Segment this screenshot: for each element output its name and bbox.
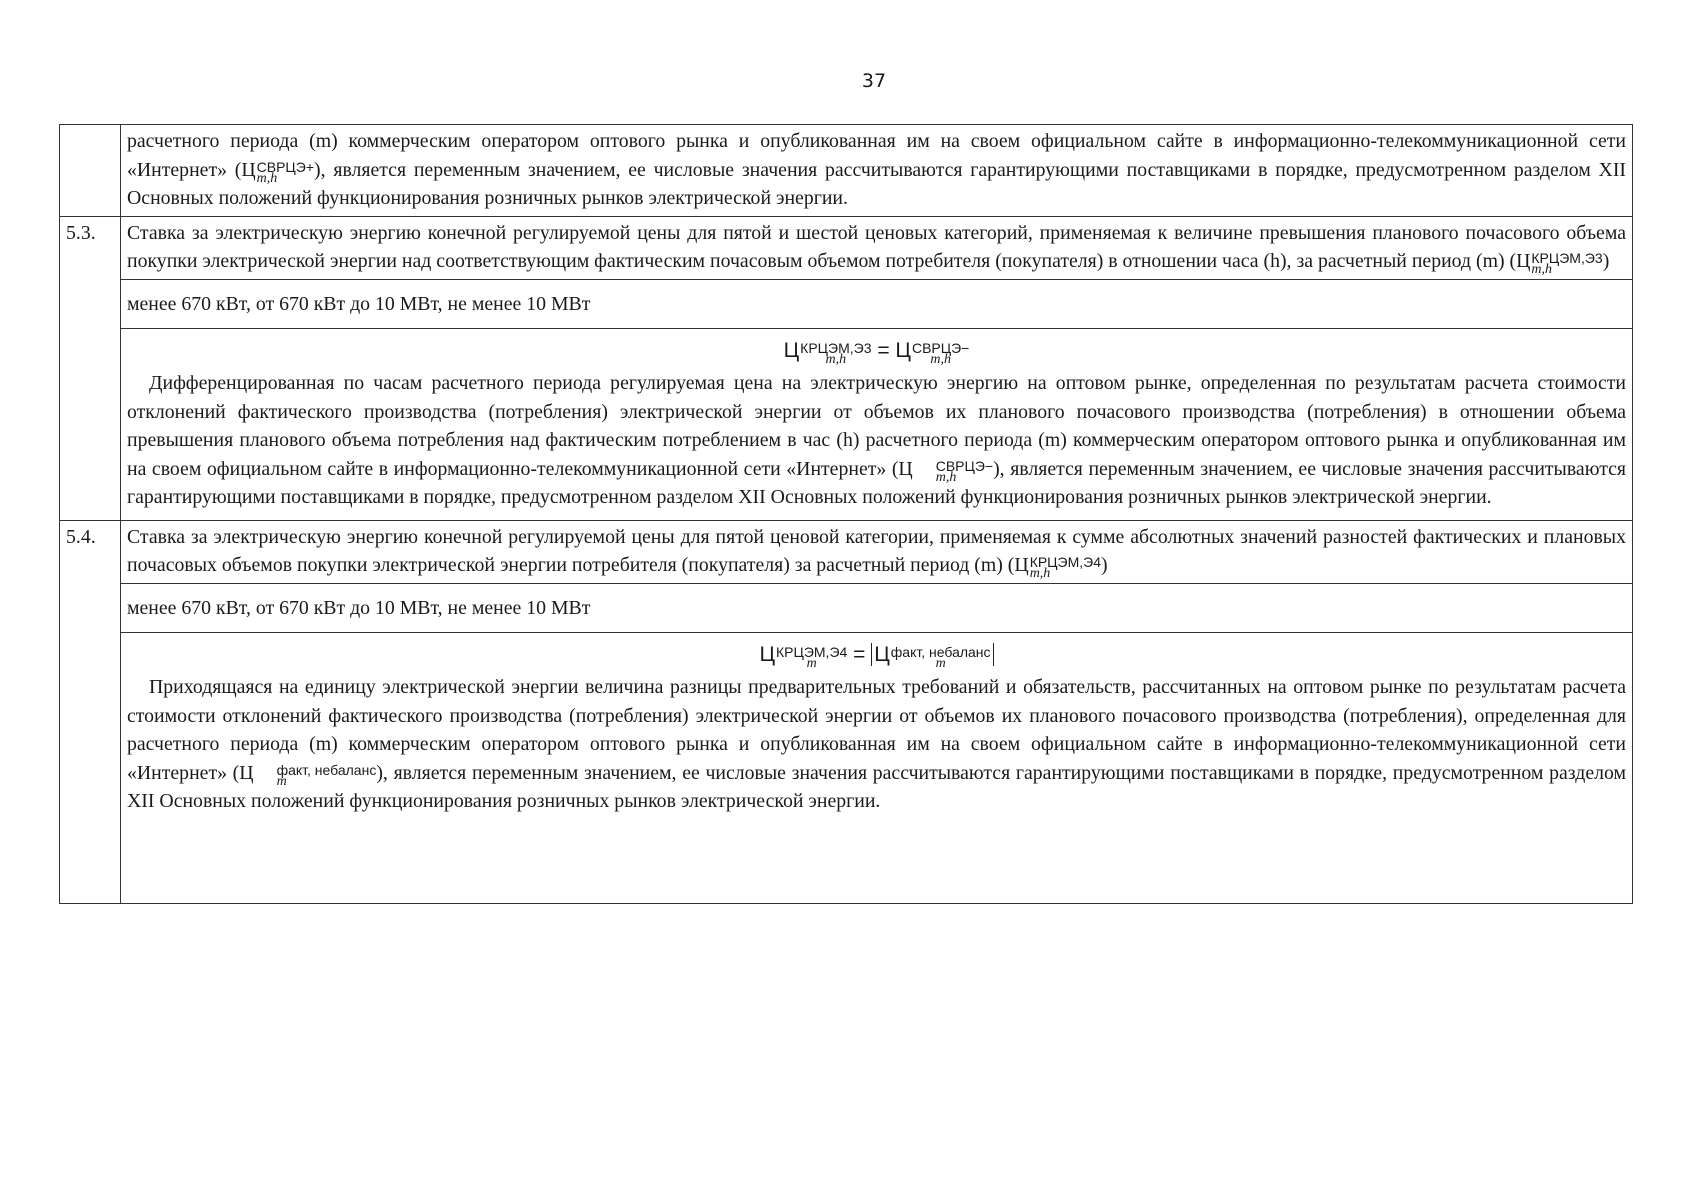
power-range: менее 670 кВт, от 670 кВт до 10 МВт, не менее 10 МВт (121, 583, 1633, 633)
text-part: ), является переменным значением, ее числовые значения рассчитываются гарантирующими поставщиками в порядке, предусмотренном разделом XII Основных положений функционирования розничных рынков электрической энергии. (127, 457, 1626, 508)
equals-sign: = (847, 643, 872, 666)
text-part: Ставка за электрическую энергию конечной регулируемой цены для пятой ценовой категории, применяемая к сумме абсолютных значений разностей фактических и плановых почасовых объемов покупки электрической энергии потребителя (покупателя) за расчетный период (m) (Ц (127, 525, 1626, 576)
formula-description (127, 673, 1626, 816)
equals-sign: = (871, 339, 896, 362)
section-title (121, 216, 1633, 279)
formula-indices (911, 340, 970, 367)
row-number: 5.3. (60, 216, 121, 520)
subscript: m,h (256, 170, 278, 186)
formula-symbol: Ц (783, 339, 800, 362)
table-row (60, 633, 1633, 904)
superscript: КРЦЭМ,Э4 (775, 644, 848, 660)
text-part: расчетного периода (m) коммерческим оператором оптового рынка и опубликованная им на своем официальном сайте в информационно-телекоммуникационной сети «Интернет» (Ц (127, 130, 1626, 181)
formula-cell (121, 633, 1633, 904)
superscript: КРЦЭМ,Э4 (1029, 554, 1101, 570)
table-row (60, 583, 1633, 633)
subscript: m (276, 773, 287, 789)
continuation-text (121, 125, 1633, 217)
superscript: СВРЦЭ− (911, 340, 970, 356)
superscript: КРЦЭМ,Э3 (800, 340, 872, 356)
formula-symbol: Ц (759, 643, 775, 666)
table-row (60, 125, 1633, 217)
text-part: ), является переменным значением, ее числовые значения рассчитываются гарантирующими поставщиками в порядке, предусмотренном разделом XII Основных положений функционирования розничных рынков электрической энергии. (127, 761, 1626, 812)
formula-symbol: Ц (895, 339, 911, 362)
table-row (60, 279, 1633, 329)
power-range: менее 670 кВт, от 670 кВт до 10 МВт, не менее 10 МВт (121, 279, 1633, 329)
text-part: Дифференцированная по часам расчетного периода регулируемая цена на электрическую энергию на оптовом рынке, определенная по результатам расчета стоимости отклонений фактического производства (потребления) электрической энергии от объемов их планового почасового производства (потребления) в отношении объема превышения планового объема потребления над фактическим потреблением в час (h) расчетного периода (m) коммерческим оператором оптового рынка и опубликованная им на своем официальном сайте в информационно-телекоммуникационной сети «Интернет» (Ц (127, 372, 1626, 480)
formula-indices (890, 644, 991, 671)
text-part: ) (1602, 250, 1610, 272)
subscript: m (935, 656, 946, 671)
formula (127, 635, 1626, 673)
row-number-empty (60, 125, 121, 217)
subscript: m,h (1531, 262, 1553, 277)
price-symbol-indices (914, 457, 994, 485)
superscript: факт, небаланс (276, 761, 377, 778)
subscript: m,h (935, 469, 957, 485)
price-symbol-indices (255, 761, 377, 789)
text-part: Приходящаяся на единицу электрической энергии величина разницы предварительных требований и обязательств, рассчитанных на оптовом рынке по результатам расчета стоимости отклонений фактического производства (потребления) электрической энергии от объемов их планового почасового производства (потребления), определенная для расчетного периода (m) коммерческим оператором оптового рынка и опубликованная им на своем официальном сайте в информационно-телекоммуникационной сети «Интернет» (Ц (127, 676, 1626, 784)
subscript: m,h (1029, 566, 1051, 581)
table-row (60, 329, 1633, 521)
formula-indices (775, 644, 848, 671)
page-number: 37 (861, 70, 887, 92)
superscript: СВРЦЭ+ (256, 158, 315, 175)
table-row (60, 216, 1633, 279)
formula-symbol: Ц (874, 643, 890, 666)
absolute-value (871, 643, 993, 671)
superscript: КРЦЭМ,Э3 (1531, 250, 1603, 266)
section-title (121, 520, 1633, 583)
row-number: 5.4. (60, 520, 121, 904)
table-row (60, 520, 1633, 583)
superscript: факт, небаланс (890, 644, 991, 660)
price-symbol-indices (1531, 250, 1603, 277)
text-part: ), является переменным значением, ее числовые значения рассчитываются гарантирующими поставщиками в порядке, предусмотренном разделом XII Основных положений функционирования розничных рынков электрической энергии. (127, 158, 1626, 209)
superscript: СВРЦЭ− (935, 457, 994, 474)
subscript: m,h (930, 352, 951, 367)
subscript: m (806, 656, 817, 671)
text-part: ) (1101, 554, 1108, 576)
formula-cell (121, 329, 1633, 521)
formula (127, 331, 1626, 369)
formula-indices (800, 340, 872, 367)
subscript: m,h (825, 352, 847, 367)
tariff-table (59, 124, 1633, 904)
price-symbol-indices (1029, 554, 1101, 581)
price-symbol-indices (256, 158, 315, 186)
text-part: Ставка за электрическую энергию конечной регулируемой цены для пятой и шестой ценовых категорий, применяемая к величине превышения планового почасового объема покупки электрической энергии над соответствующим фактическим почасовым объемом потребителя (покупателя) в отношении часа (h), за расчетный период (m) (Ц (127, 221, 1626, 272)
formula-description (127, 369, 1626, 512)
